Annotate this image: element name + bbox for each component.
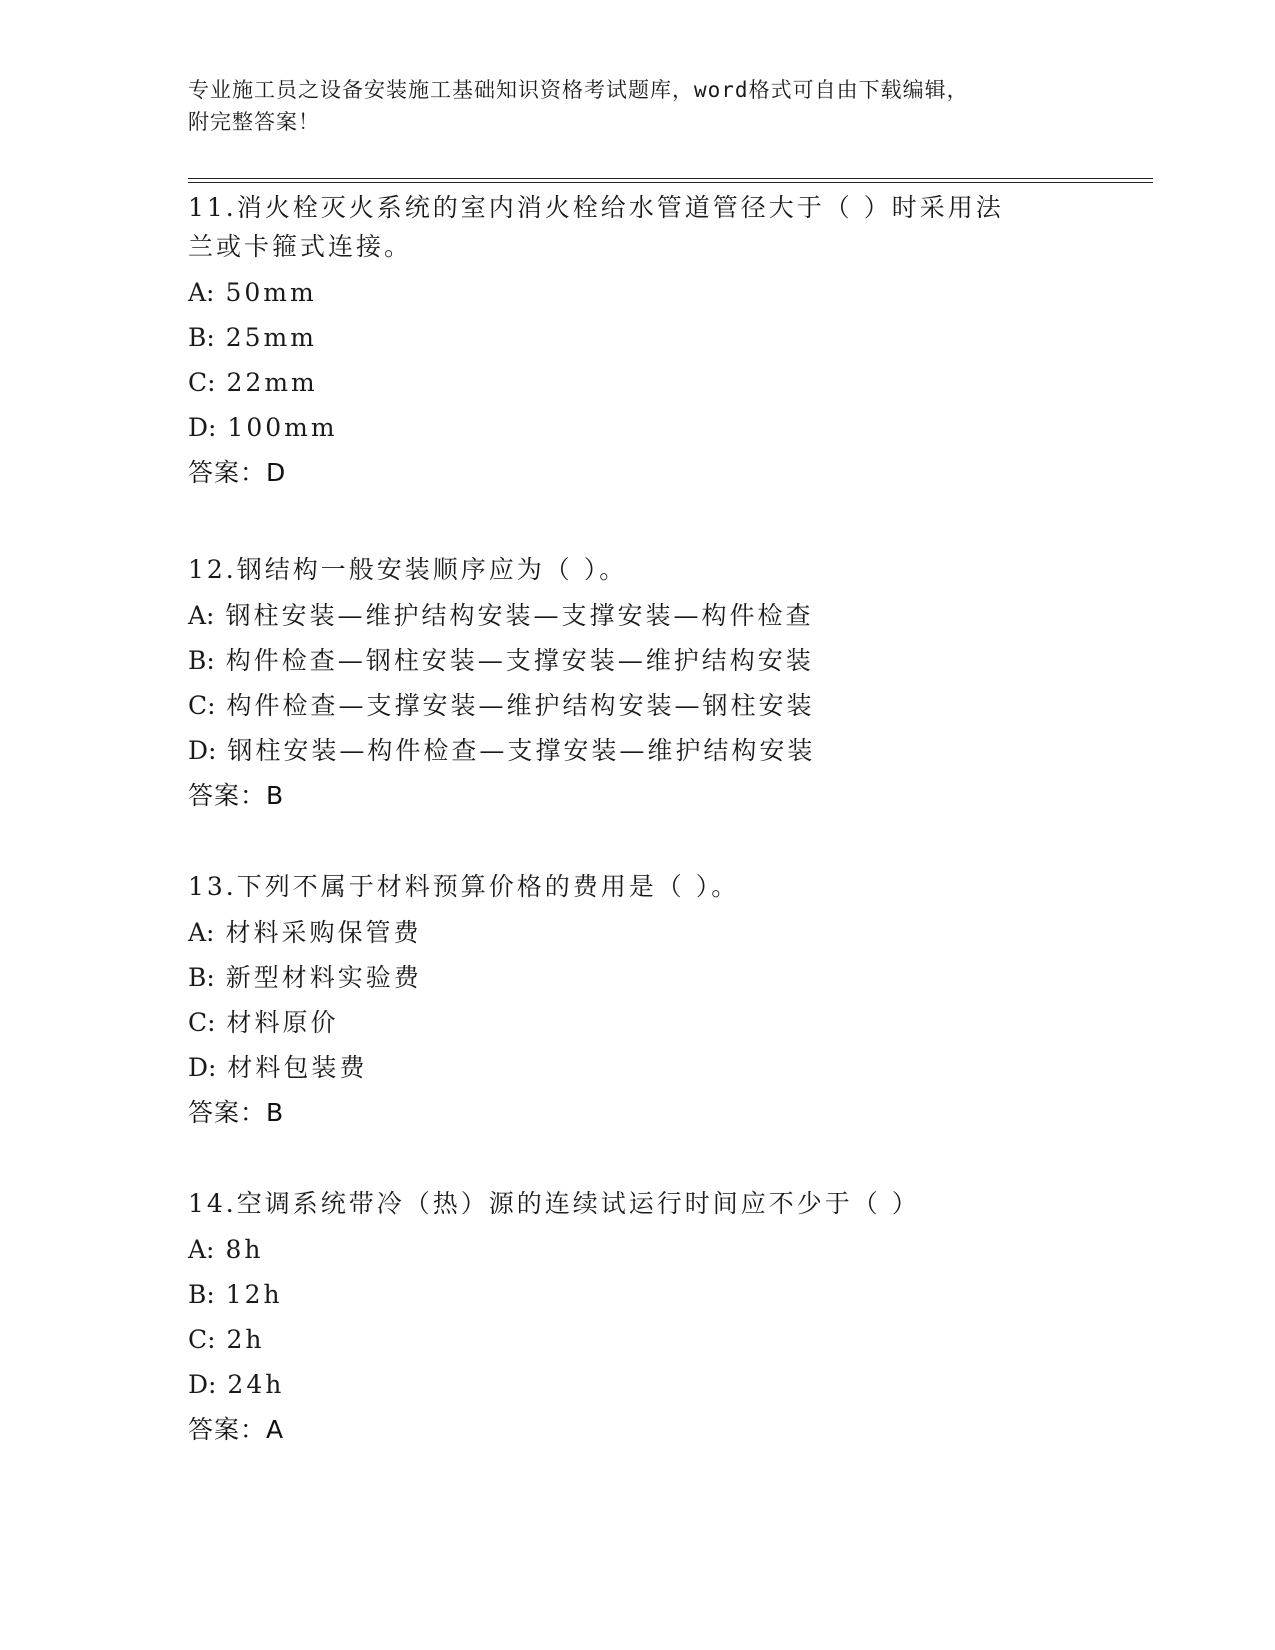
option-b bbox=[188, 318, 1088, 363]
option-d bbox=[188, 1365, 1088, 1410]
option-letter: A: bbox=[188, 601, 215, 630]
question-13 bbox=[188, 867, 1088, 1132]
option-text: 材料原价 bbox=[226, 1008, 339, 1037]
option-letter: B: bbox=[188, 646, 215, 675]
option-c bbox=[188, 686, 1088, 731]
option-d bbox=[188, 1048, 1088, 1093]
option-text: 构件检查—钢柱安装—支撑安装—维护结构安装 bbox=[225, 646, 814, 675]
option-text: 新型材料实验费 bbox=[225, 963, 422, 992]
header-divider-bottom bbox=[188, 182, 1153, 183]
option-a bbox=[188, 913, 1088, 958]
option-letter: C: bbox=[188, 691, 216, 720]
option-text: 8h bbox=[225, 1235, 264, 1264]
option-letter: A: bbox=[188, 1235, 215, 1264]
option-letter: D: bbox=[188, 1053, 217, 1082]
option-text: 材料包装费 bbox=[227, 1053, 368, 1082]
option-letter: C: bbox=[188, 1325, 216, 1354]
option-letter: C: bbox=[188, 368, 216, 397]
option-text: 100mm bbox=[227, 413, 338, 442]
option-a bbox=[188, 273, 1088, 318]
option-letter: D: bbox=[188, 413, 217, 442]
option-text: 24h bbox=[227, 1370, 285, 1399]
answer-label: 答案：D bbox=[188, 458, 287, 487]
option-letter: A: bbox=[188, 918, 215, 947]
option-c bbox=[188, 363, 1088, 408]
question-text: 12.钢结构一般安装顺序应为（ ）。 bbox=[188, 555, 628, 584]
question-text: 11.消火栓灭火系统的室内消火栓给水管道管径大于（ ）时采用法兰或卡箍式连接。 bbox=[188, 193, 1004, 261]
option-c bbox=[188, 1003, 1088, 1048]
question-11 bbox=[188, 188, 1088, 492]
option-letter: B: bbox=[188, 963, 215, 992]
option-text: 钢柱安装—维护结构安装—支撑安装—构件检查 bbox=[225, 601, 814, 630]
option-b bbox=[188, 641, 1088, 686]
question-text: 13.下列不属于材料预算价格的费用是（ ）。 bbox=[188, 872, 740, 901]
option-a bbox=[188, 596, 1088, 641]
document-header bbox=[188, 74, 1068, 138]
option-text: 12h bbox=[225, 1280, 283, 1309]
question-text: 14.空调系统带冷（热）源的连续试运行时间应不少于（ ） bbox=[188, 1189, 920, 1218]
answer-label: 答案：B bbox=[188, 1098, 285, 1127]
option-c bbox=[188, 1320, 1088, 1365]
option-b bbox=[188, 958, 1088, 1003]
option-letter: D: bbox=[188, 736, 217, 765]
answer-label: 答案：B bbox=[188, 781, 285, 810]
option-letter: A: bbox=[188, 278, 215, 307]
header-line-1: 专业施工员之设备安装施工基础知识资格考试题库，word格式可自由下载编辑， bbox=[188, 78, 969, 102]
question-14 bbox=[188, 1184, 1088, 1449]
option-letter: D: bbox=[188, 1370, 217, 1399]
option-d bbox=[188, 731, 1088, 776]
option-letter: B: bbox=[188, 323, 215, 352]
option-letter: C: bbox=[188, 1008, 216, 1037]
option-text: 钢柱安装—构件检查—支撑安装—维护结构安装 bbox=[227, 736, 816, 765]
header-divider-top bbox=[188, 178, 1153, 179]
option-b bbox=[188, 1275, 1088, 1320]
option-d bbox=[188, 408, 1088, 453]
option-text: 22mm bbox=[226, 368, 318, 397]
option-text: 构件检查—支撑安装—维护结构安装—钢柱安装 bbox=[226, 691, 815, 720]
question-12 bbox=[188, 550, 1088, 815]
option-text: 25mm bbox=[225, 323, 317, 352]
answer-label: 答案：A bbox=[188, 1415, 285, 1444]
option-letter: B: bbox=[188, 1280, 215, 1309]
header-line-2: 附完整答案！ bbox=[188, 110, 320, 134]
option-text: 2h bbox=[226, 1325, 265, 1354]
option-a bbox=[188, 1230, 1088, 1275]
option-text: 材料采购保管费 bbox=[225, 918, 422, 947]
option-text: 50mm bbox=[225, 278, 317, 307]
